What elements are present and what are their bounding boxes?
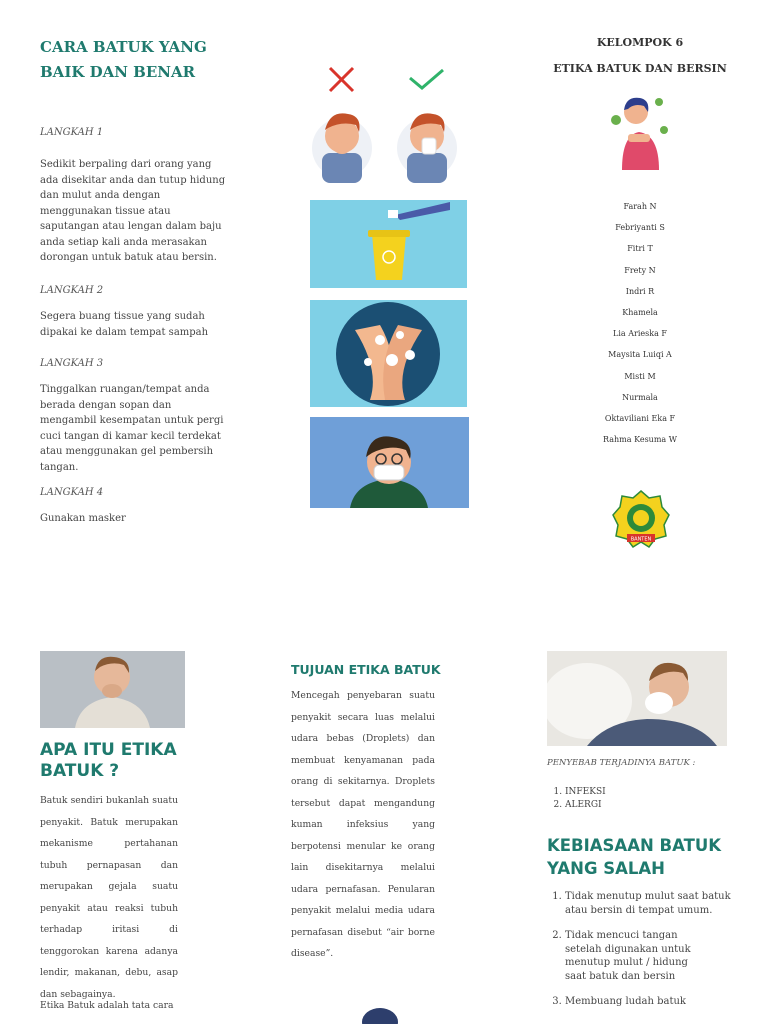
member-list bbox=[570, 196, 710, 450]
member-name: Farah N bbox=[623, 202, 657, 211]
wrong-habits-section bbox=[547, 834, 747, 880]
wrong-habits-list bbox=[547, 890, 747, 1009]
step-2-text: Segera buang tissue yang sudah dipakai ke dalam tempat sampah bbox=[40, 311, 209, 338]
what-is-paragraph-2: Etika Batuk adalah tata cara bbox=[40, 1000, 174, 1011]
habit-item: 1. Tidak menutup mulut saat batuk atau bersin di tempat umum. bbox=[565, 890, 747, 917]
cause-item: 2. ALERGI bbox=[565, 799, 745, 812]
wrong-habits-title-line2: YANG SALAH bbox=[547, 859, 665, 878]
cough-steps-section bbox=[40, 35, 230, 85]
wrong-habits-title-line1: KEBIASAAN BATUK bbox=[547, 836, 722, 855]
what-is-title-line1: APA ITU ETIKA bbox=[40, 740, 177, 760]
wrong-cross-icon bbox=[330, 68, 353, 91]
habit-item: 2. Tidak mencuci tangan setelah digunakan untuk menutup mulut / hidung saat batuk dan bersin bbox=[565, 929, 747, 983]
member-name: Indri R bbox=[625, 286, 655, 296]
correct-check-icon bbox=[410, 70, 443, 88]
what-is-paragraph: Batuk sendiri bukanlah suatu penyakit. Batuk merupakan mekanisme pertahanan tubuh pernapasan dan merupakan gejala suatu penyakit atau reaksi tubuh terhadap iritasi di tenggorokan karena adanya lendir, makanan, debu, asap dan sebagainya. bbox=[40, 795, 178, 1000]
member-name: Oktaviliani Eka F bbox=[604, 413, 676, 423]
coughing-boy-photo bbox=[40, 651, 185, 728]
member-name: Febriyanti S bbox=[615, 223, 665, 233]
member-name: Rahma Kesuma W bbox=[603, 435, 677, 445]
tissue-bin-illustration bbox=[310, 200, 467, 288]
step-3-text: Tinggalkan ruangan/tempat anda berada dengan sopan dan mengambil kesempatan untuk pergi cuci tangan di kamar kecil terdekat atau menggunakan gel pembersih tangan. bbox=[40, 384, 224, 473]
step-2-heading: LANGKAH 2 bbox=[40, 285, 104, 296]
institution-logo bbox=[612, 490, 670, 548]
handwashing-illustration bbox=[310, 300, 467, 407]
purpose-paragraph: Mencegah penyebaran suatu penyakit secara luas melalui udara bebas (Droplets) dan membuat kenyamanan pada orang di sekitarnya. Droplets tersebut dapat mengandung kuman infeksius yang berpotensi menular ke orang lain disekitarnya melalui udara pernafasan. Penularan penyakit melalui media udara pernafasan disebut “air borne disease”. bbox=[291, 690, 435, 959]
member-name: Lia Arieska F bbox=[613, 329, 667, 339]
sneezing-boy-photo bbox=[547, 651, 727, 746]
what-is-etiquette-section bbox=[40, 740, 210, 782]
bottom-figure-partial bbox=[360, 1004, 400, 1024]
member-name: Khamela bbox=[622, 307, 658, 317]
cause-list bbox=[547, 786, 745, 811]
what-is-title-line2: BATUK ? bbox=[40, 761, 120, 781]
member-name: Frety N bbox=[624, 265, 656, 275]
cause-item: 1. INFEKSI bbox=[565, 786, 745, 799]
habit-item: 3. Membuang ludah batuk bbox=[565, 995, 747, 1009]
member-name: Maysita Luiqi A bbox=[608, 350, 672, 360]
member-name: Fitri T bbox=[627, 244, 653, 254]
brochure-subtitle: ETIKA BATUK DAN BERSIN bbox=[553, 62, 727, 75]
cough-steps-title-line2: BAIK DAN BENAR bbox=[40, 63, 196, 81]
cough-right-wrong-illustration bbox=[290, 58, 480, 188]
group-name: KELOMPOK 6 bbox=[596, 36, 684, 49]
step-3-heading: LANGKAH 3 bbox=[40, 358, 104, 369]
step-1-text: Sedikit berpaling dari orang yang ada disekitar anda dan tutup hidung dan mulut anda dengan menggunakan tissue atau saputangan atau lengan dalam baju anda setiap kali anda merasakan dorongan untuk batuk atau bersin. bbox=[40, 159, 226, 263]
cause-heading: PENYEBAB TERJADINYA BATUK : bbox=[547, 758, 696, 768]
step-1-heading: LANGKAH 1 bbox=[40, 127, 104, 138]
member-name: Nurmala bbox=[622, 392, 658, 402]
member-name: Misti M bbox=[624, 371, 656, 381]
logo-text: BANTEN bbox=[630, 536, 652, 543]
sneezing-person-illustration bbox=[604, 90, 674, 170]
step-4-text: Gunakan masker bbox=[40, 513, 126, 524]
mask-wearing-illustration bbox=[310, 417, 469, 508]
purpose-title: TUJUAN ETIKA BATUK bbox=[291, 662, 441, 677]
cough-steps-title-line1: CARA BATUK YANG bbox=[40, 38, 207, 56]
step-4-heading: LANGKAH 4 bbox=[40, 487, 104, 498]
